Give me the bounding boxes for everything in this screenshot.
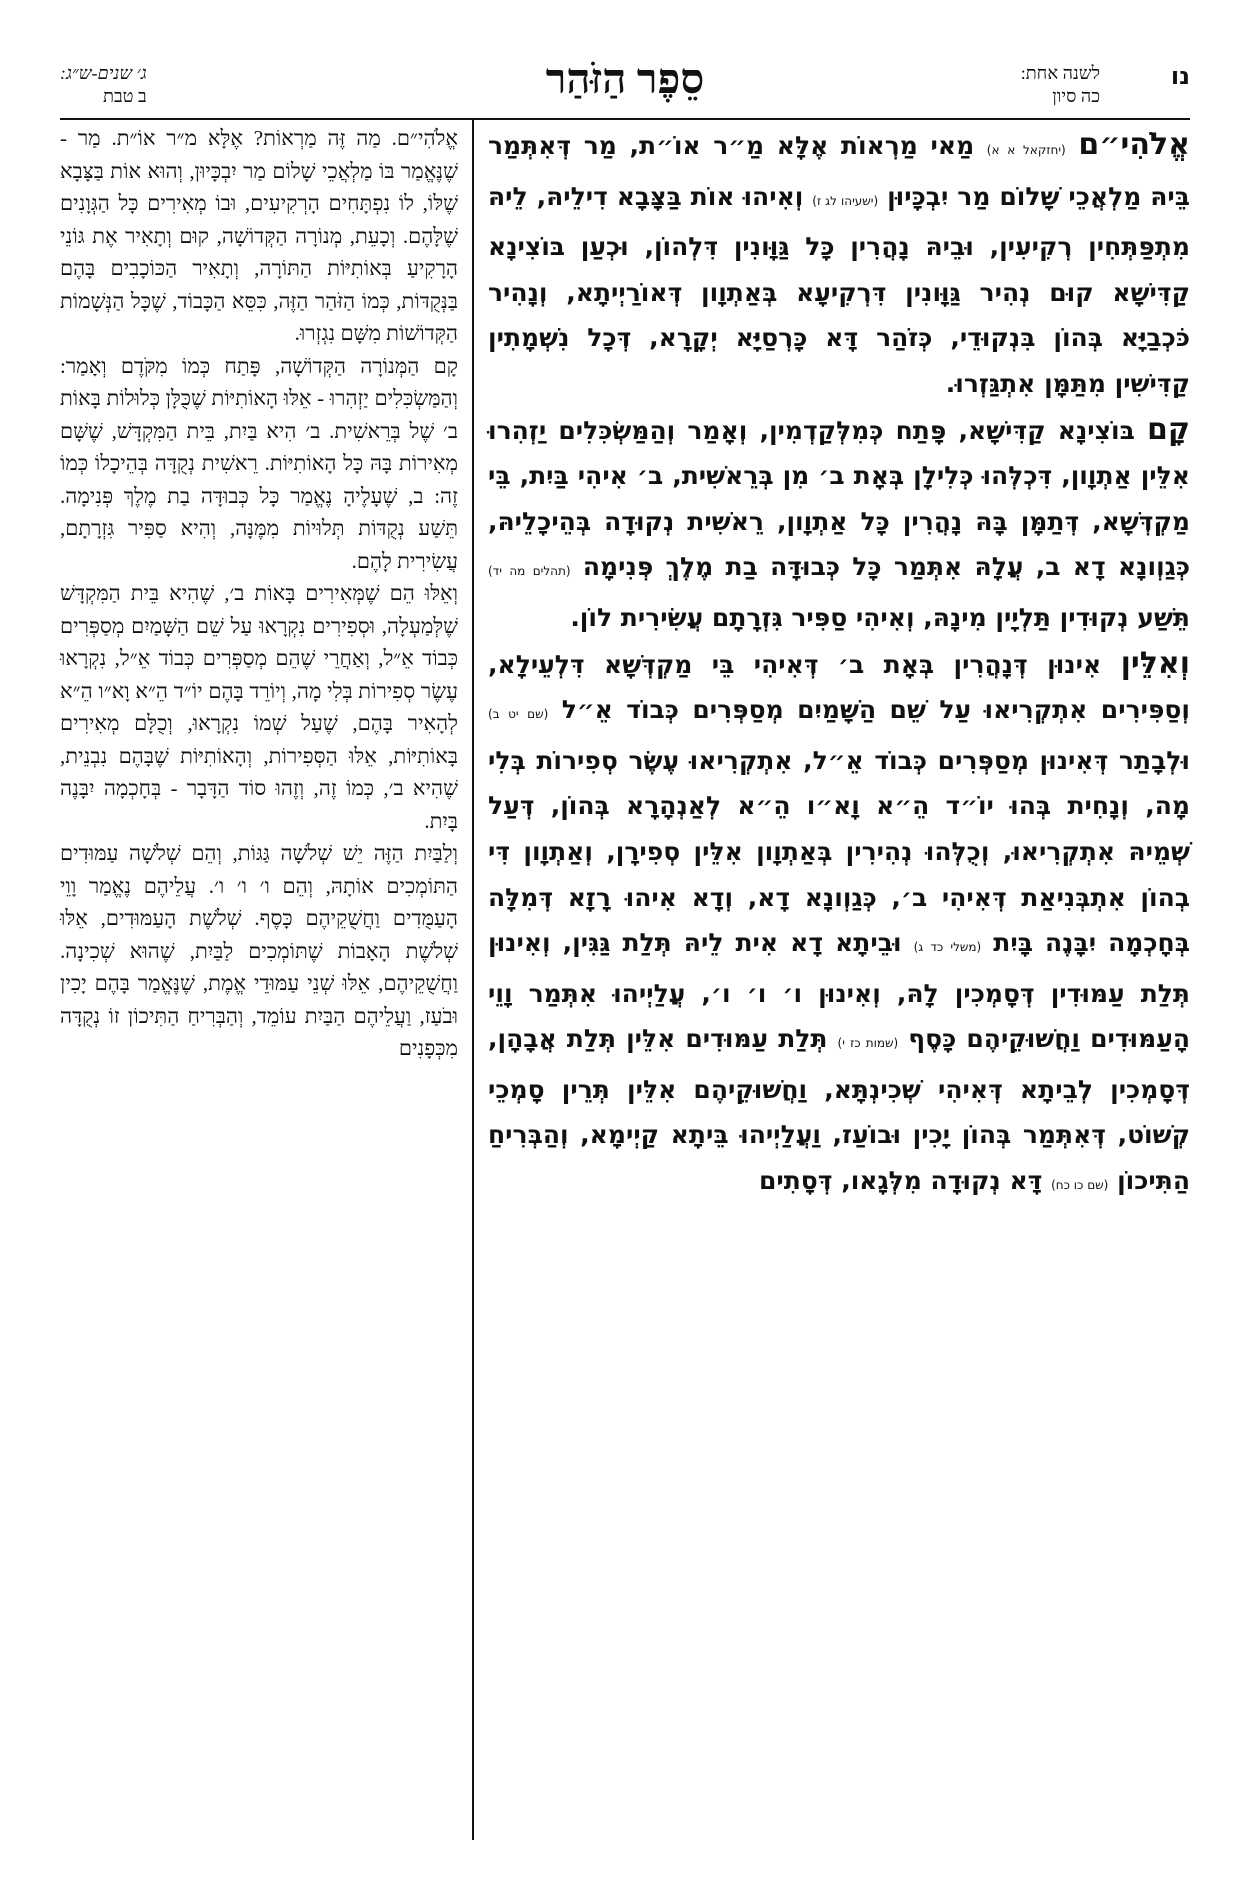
main-paragraph-3 (488, 641, 1190, 1209)
text-run: תֵּשַׁע נְקוּדִין תַּלְיָין מִינָהּ, וְאִיהִי סַפִּיר גִּזְרָתָם עֲשִׂירִית לוֹן. (570, 602, 1190, 632)
side-paragraph-1: אֱלֹהִי״ם. מַה זֶּה מַרְאוֹת? אֶלָּא מ״ר אוֹ״ת. מַר - שֶׁנֶּאֱמַר בּוֹ מַלְאֲכֵי שָׁלוֹם מַר יִבְכָּיוּן, וְהוּא אוֹת בַּצָּבָא שֶׁלּוֹ, לוֹ נִפְתָּחִים הָרְקִיעִים, וּבוֹ מְאִירִים כָּל הַגְּוָנִים שֶׁלָּהֶם. וְכָעֵת, מְנוֹרָה הַקְּדוֹשָׁה, קוּם וְתָאִיר אֶת גּוֹנֵי הָרָקִיעַ בְּאוֹתִיּוֹת הַתּוֹרָה, וְתָאִיר הַכּוֹכָבִים בָּהֶם בַּנְּקֻדּוֹת, כְּמוֹ הַזֹּהַר הַזֶּה, כִּסֵּא הַכָּבוֹד, שֶׁכָּל הַנְּשָׁמוֹת הַקְּדוֹשׁוֹת מִשָּׁם נִגְזְרוּ. (60, 126, 458, 345)
header-right-line2: כה סיון (1052, 86, 1100, 106)
verse-reference: (ישעיהו לג ז) (812, 193, 879, 208)
side-column-hebrew (60, 122, 458, 1065)
verse-reference: (שם יט ב) (488, 707, 549, 722)
side-paragraph-3: וְאֵלּוּ הֵם שֶׁמְּאִירִים בָּאוֹת ב׳, שֶׁהִיא בֵּית הַמִּקְדָּשׁ שֶׁלְּמַעְלָה, וּסְפִירִים נִקְרָאוּ עַל שֵׁם הַשָּׁמַיִם מְסַפְּרִים כְּבוֹד אֵ״ל, וְאַחֲרֵי שֶׁהֵם מְסַפְּרִים כְּבוֹד אֵ״ל, נִקְרָאוּ עֶשֶׂר סְפִירוֹת בְּלִי מָה, וְיוֹרֵד בָּהֶם יוֹ״ד הֵ״א וָא״ו הֵ״א לְהָאִיר בָּהֶם, שֶׁעַל שְׁמוֹ נִקְרָאוּ, וְכֻלָּם מְאִירִים בָּאוֹתִיּוֹת, אֵלּוּ הַסְּפִירוֹת, וְהָאוֹתִיּוֹת שֶׁבָּהֶם נִבְנֵית, שֶׁהִיא ב׳, כְּמוֹ זֶה, וְזֶהוּ סוֹד הַדָּבָר - בְּחָכְמָה יִבָּנֶה בָּיִת. (60, 581, 458, 833)
page-number: נו (1170, 62, 1190, 90)
main-paragraph-1 (488, 122, 1190, 407)
verse-reference: (שם כו כח) (1051, 1178, 1109, 1193)
verse-reference: (יחזקאל א א) (986, 143, 1066, 157)
text-run: דָּא נְקוּדָה מִלְּגָאו, דְּסָתִים (758, 1166, 1043, 1196)
page-header (60, 57, 1190, 115)
side-paragraph-2: קָם הַמְּנוֹרָה הַקְּדוֹשָׁה, פָּתַח כְּמוֹ מִקֹּדֶם וְאָמַר: וְהַמַּשְׂכִּלִים יַזְהִרוּ - אֵלּוּ הָאוֹתִיּוֹת שֶׁכֻּלָּן כְּלוּלוֹת בָּאוֹת ב׳ שֶׁל בְּרֵאשִׁית. ב׳ הִיא בַּיִת, בֵּית הַמִּקְדָּשׁ, שֶׁשָּׁם מְאִירוֹת בָּהּ כָּל הָאוֹתִיּוֹת. רֵאשִׁית נְקֻדָּה בְּהֵיכָלוֹ כְּמוֹ זֶה: ב, שֶׁעָלֶיהָ נֶאֱמַר כָּל כְּבוּדָּה בַת מֶלֶךְ פְּנִימָה. תֵּשַׁע נְקֻדּוֹת תְּלוּיוֹת מִמֶּנָּה, וְהִיא סַפִּיר גִּזְרָתָם, עֲשִׂירִית לָהֶם. (60, 353, 458, 573)
text-run: וְאִיהוּ אוֹת בַּצָּבָא דִילֵיהּ, לֵיהּ מִתְפַּתְּחִין רְקִיעִין, וּבֵיהּ נָהֲרִין כָּל גַּוָּונִין דִּלְהוֹן, וּכְעַן בּוֹצִינָא קַדִּישָׁא קוּם נְהִיר גַּוָּונִין דִּרְקִיעָא בְּאַתְוָון דְּאוֹרַיְיתָא, וְנָהִיר כֹּכְבַיָּא בְּהוֹן בִּנְקוּדֵי, כְּזֹהַר דָּא כָּרְסַיָּא יְקָרָא, דְּכָל נִשְׁמָתִין קַדִּישִׁין מִתַּמָּן אִתְגַּזְרוּ. (488, 181, 1190, 398)
text-run: וּבֵיתָא דָא אִית לֵיהּ תְּלַת גַּגִּין, וְאִינוּן תְּלַת עַמּוּדִין דְּסָמְכִין לָהּ, וְאִינוּן ו׳ ו׳ ו׳, עֲלַיְיהוּ אִתְּמַר וָוֵי הָעַמּוּדִים וַחֲשׁוּקֵיהֶם כָּסֶף (488, 928, 1190, 1054)
verse-reference: (שמות כז י) (837, 1036, 899, 1051)
header-left-line1: ג׳ שנים-ש״ג: (60, 63, 147, 83)
book-title: סֵפֶר הַזֹּהַר (545, 57, 705, 103)
header-left-line2: ב טבת (102, 86, 147, 106)
verse-reference: (תהלים מה יד) (488, 564, 571, 579)
text-run: אִינוּן דְּנָהֲרִין בְּאָת ב׳ דְּאִיהִי בֵּי מַקְדְּשָׁא דִּלְעֵילָא, וְסַפִּירִים אִתְקְרִיאוּ עַל שֵׁם הַשָּׁמַיִם מְסַפְּרִים כְּבוֹד אֵ״ל (488, 649, 1191, 725)
column-divider (472, 120, 474, 1840)
header-rule (60, 118, 1190, 120)
header-right-line1: לשנה אחת: (1020, 63, 1100, 83)
main-paragraph-2 (488, 407, 1190, 641)
text-run: תְּלַת עַמּוּדִים אִלֵּין תְּלַת אֲבָהָן, דְּסָמְכִין לְבֵיתָא דְּאִיהִי שְׁכִינְתָּא, וַחֲשׁוּקֵיהֶם אִלֵּין תְּרֵין סָמְכֵי קְשׁוֹט, דְּאִתְּמַר בְּהוֹן יָכִין וּבוֹעַז, וַעֲלַיְיהוּ בֵּיתָא קַיְימָא, וְהַבְּרִיחַ הַתִּיכוֹן (488, 1024, 1190, 1196)
opening-word: קָם (1147, 411, 1190, 447)
verse-reference: (משלי כד ג) (913, 940, 982, 955)
opening-word: וְאִלֵּין (1120, 645, 1190, 681)
text-run: בּוֹצִינָא קַדִּישָׁא, פָּתַח כְּמִלְּקַדְמִין, וְאָמַר וְהַמַּשְׂכִּלִים יַזְהִרוּ אִלֵּין אַתְוָון, דִּכְלְּהוּ כְּלִילָן בְּאָת ב׳ מִן בְּרֵאשִׁית, ב׳ אִיהִי בַּיִת, בֵּי מַקְדְּשָׁא, דְּתַמָּן בָּהּ נָהֲרִין כָּל אַתְוָון, רֵאשִׁית נְקוּדָה בְּהֵיכָלֵיהּ, כְּגַוְונָא דָא ב, עֲלָהּ אִתְּמַר כָּל כְּבוּדָּה בַת מֶלֶךְ פְּנִימָה (488, 415, 1190, 582)
text-run: וּלְבָתַר דְּאִינוּן מְסַפְּרִים כְּבוֹד אֵ״ל, אִתְקְרִיאוּ עֶשֶׂר סְפִירוֹת בְּלִי מָה, וְנָחִית בְּהוּ יוֹ״ד הֵ״א וָא״ו הֵ״א לְאַנְהָרָא בְּהוֹן, דְּעַל שְׁמֵיהּ אִתְקְרִיאוּ, וְכֻלְּהוּ נְהִירִין בְּאַתְוָון אִלֵּין סְפִירָן, וְאַתְוָון דִּי בְהוֹן אִתְבְּנִיאַת דְּאִיהִי ב׳, כְּגַוְונָא דָא, וְדָא אִיהוּ רָזָא דְּמִלָּה בְּחָכְמָה יִבָּנֶה בָּיִת (488, 745, 1190, 958)
main-column-aramaic (488, 122, 1190, 1209)
text-run: מַאי מַרְאוֹת אֶלָּא מַ״ר אוֹ״ת, מַר דְּאִתְּמַר בֵּיהּ מַלְאֲכֵי שָׁלוֹם מַר יִבְכָּיוּן (488, 131, 1190, 211)
opening-word: אֱלֹהִי״ם (1078, 127, 1190, 162)
header-left-block (60, 62, 147, 108)
side-paragraph-4: וְלַבַּיִת הַזֶּה יֵשׁ שְׁלֹשָׁה גַּגּוֹת, וְהֵם שְׁלֹשָׁה עַמּוּדִים הַתּוֹמְכִים אוֹתָהּ, וְהֵם ו׳ ו׳ ו׳. עֲלֵיהֶם נֶאֱמַר וָוֵי הָעַמֻּדִים וַחֲשֻׁקֵיהֶם כָּסֶף. שְׁלֹשֶׁת הָעַמּוּדִים, אֵלּוּ שְׁלֹשֶׁת הָאָבוֹת שֶׁתּוֹמְכִים לַבַּיִת, שֶׁהוּא שְׁכִינָה. וַחֲשֻׁקֵיהֶם, אֵלּוּ שְׁנֵי עַמּוּדֵי אֱמֶת, שֶׁנֶּאֱמַר בָּהֶם יָכִין וּבֹעַז, וַעֲלֵיהֶם הַבַּיִת עוֹמֵד, וְהַבְּרִיחַ הַתִּיכוֹן זוֹ נְקֻדָּה מִכְּפָנִים (60, 841, 458, 1060)
